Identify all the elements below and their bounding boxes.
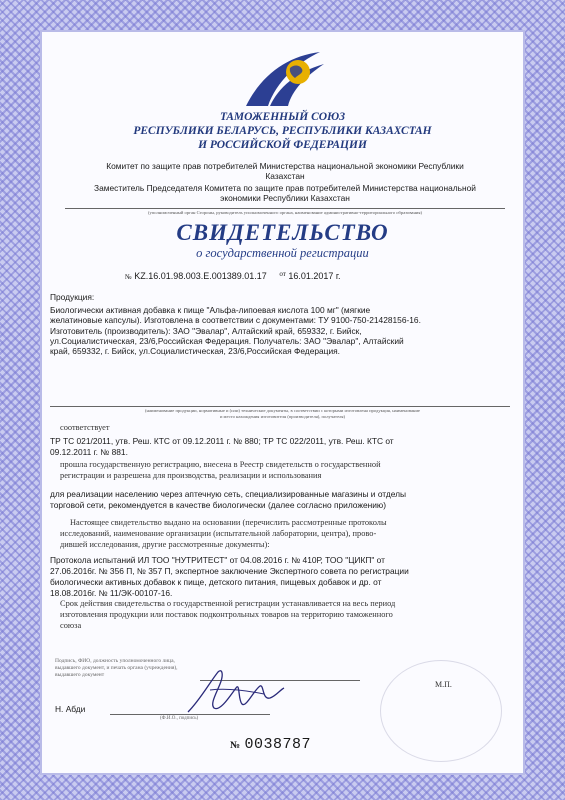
- deputy-line-2: экономики Республики Казахстан: [220, 193, 350, 203]
- validity-line-2: изготовления продукции или поставок подконтрольных товаров на территорию таможенного: [60, 610, 393, 619]
- serial-number: [230, 735, 311, 753]
- stamp-label: М.П.: [435, 680, 452, 689]
- customs-union-logo: [240, 38, 330, 110]
- certificate-body: [40, 30, 525, 775]
- union-title-line-1: ТАМОЖЕННЫЙ СОЮЗ: [219, 111, 346, 123]
- union-title-line-3: И РОССИЙСКОЙ ФЕДЕРАЦИИ: [198, 139, 367, 151]
- authority-underline: [65, 208, 505, 209]
- passed-line-1: прошла государственную регистрацию, внесена в Реестр свидетельств о государственной: [60, 460, 381, 469]
- basis-line-3: дившей исследования, другие рассмотренные документы):: [60, 540, 270, 549]
- serial-value: 0038787: [244, 736, 312, 753]
- certificate-title: СВИДЕТЕЛЬСТВО: [176, 220, 389, 245]
- product-line: желатиновые капсулы). Изготовлена в соответствии с документами: ТУ 9100-750-21428156-16.: [50, 315, 421, 326]
- signatory-name: Н. Абди: [55, 704, 86, 714]
- registration-line: № KZ.16.01.98.003.E.001389.01.17 $^{от}$ 16.01.2017 г.: [125, 270, 341, 281]
- deputy-line-1: Заместитель Председателя Комитета по защите прав потребителей Министерства национальной: [94, 183, 476, 193]
- basis-line-1: Настоящее свидетельство выдано на основании (перечислить рассмотренные протоколы: [70, 518, 387, 527]
- passed-line-2: регистрации и разрешена для производства, реализации и использования: [60, 471, 322, 480]
- signature-caption-line: выдавшего документ, и печать органа (учреждения),: [55, 665, 178, 671]
- validity-line-3: союза: [60, 621, 82, 630]
- protocols-line-1: Протокола испытаний ИЛ ТОО "НУТРИТЕСТ" от 04.08.2016 г. № 410Р, ТОО "ЦИКП" от: [50, 555, 385, 565]
- union-title-line-2: РЕСПУБЛИКИ БЕЛАРУСЬ, РЕСПУБЛИКИ КАЗАХСТАН: [133, 125, 432, 137]
- product-underline: [50, 406, 510, 407]
- compliance-line-2: 09.12.2011 г. № 881.: [50, 447, 128, 457]
- registration-date: 16.01.2017 г.: [288, 271, 341, 281]
- product-line: Изготовитель (производитель): ЗАО "Эвалар", Алтайский край, 659332, г. Бийск,: [50, 325, 362, 336]
- product-caption-1: (наименование продукции, нормативные и (или) технические документы, в соответствии с которыми изготовлена продукция, наименование: [145, 408, 420, 413]
- signature-caption: [55, 658, 178, 679]
- product-line: Биологически активная добавка к пище "Альфа-липоевая кислота 100 мг" (мягкие: [50, 305, 371, 315]
- product-line: край, 659332, г. Бийск, ул.Социалистическая, 23/6,Российская Федерация.: [50, 346, 341, 357]
- usage-line-1: для реализации населению через аптечную сеть, специализированные магазины и отделы: [50, 489, 407, 499]
- product-caption-2: и место нахождения изготовителя (производителя), получателя): [219, 414, 346, 419]
- registration-number: KZ.16.01.98.003.E.001389.01.17: [134, 271, 267, 281]
- authority-caption: (уполномоченный орган Стороны, руководитель уполномоченного органа, наименование административно-территориального образования): [147, 210, 423, 215]
- signatory-line: [110, 714, 270, 715]
- basis-line-2: исследований, наименование организации (испытательной лаборатории, центра), прово-: [60, 529, 377, 538]
- stamp-area: [380, 660, 502, 762]
- signature-caption-line: выдавшего документ: [55, 672, 105, 678]
- compliance-label: соответствует: [60, 423, 110, 432]
- registration-date-prefix: от: [279, 270, 286, 278]
- protocols-line-4: 18.08.2016г. № 11/ЭК-00107-16.: [50, 588, 173, 598]
- usage-line-2: торговой сети, рекомендуется в качестве биологически (далее согласно приложению): [50, 500, 387, 510]
- serial-prefix: №: [230, 740, 241, 751]
- certificate-subtitle: о государственной регистрации: [196, 246, 369, 260]
- validity-line-1: Срок действия свидетельства о государственной регистрации устанавливается на весь период: [60, 599, 396, 608]
- product-label: Продукция:: [50, 292, 95, 302]
- product-description: [50, 305, 522, 356]
- product-line: ул.Социалистическая, 23/6,Российская Федерация. Получатель: ЗАО "Эвалар", Алтайский: [50, 335, 404, 346]
- signature-caption-line: Подпись, ФИО, должность уполномоченного лица,: [55, 658, 175, 664]
- handwritten-signature: [180, 660, 290, 720]
- protocols-line-2: 27.06.2016г. № 356 П, № 357 П, экспертное заключение Экспертного совета по регистрации: [50, 566, 409, 576]
- fio-caption: (Ф.И.О., подпись): [160, 716, 199, 721]
- authority-line-2: Казахстан: [265, 171, 305, 181]
- compliance-line-1: ТР ТС 021/2011, утв. Реш. КТС от 09.12.2011 г. № 880; ТР ТС 022/2011, утв. Реш. КТС от: [50, 436, 394, 446]
- protocols-line-3: биологически активных добавок к пище, детского питания, пищевых добавок и др. от: [50, 577, 382, 587]
- authority-line-1: Комитет по защите прав потребителей Министерства национальной экономики Республики: [106, 161, 464, 171]
